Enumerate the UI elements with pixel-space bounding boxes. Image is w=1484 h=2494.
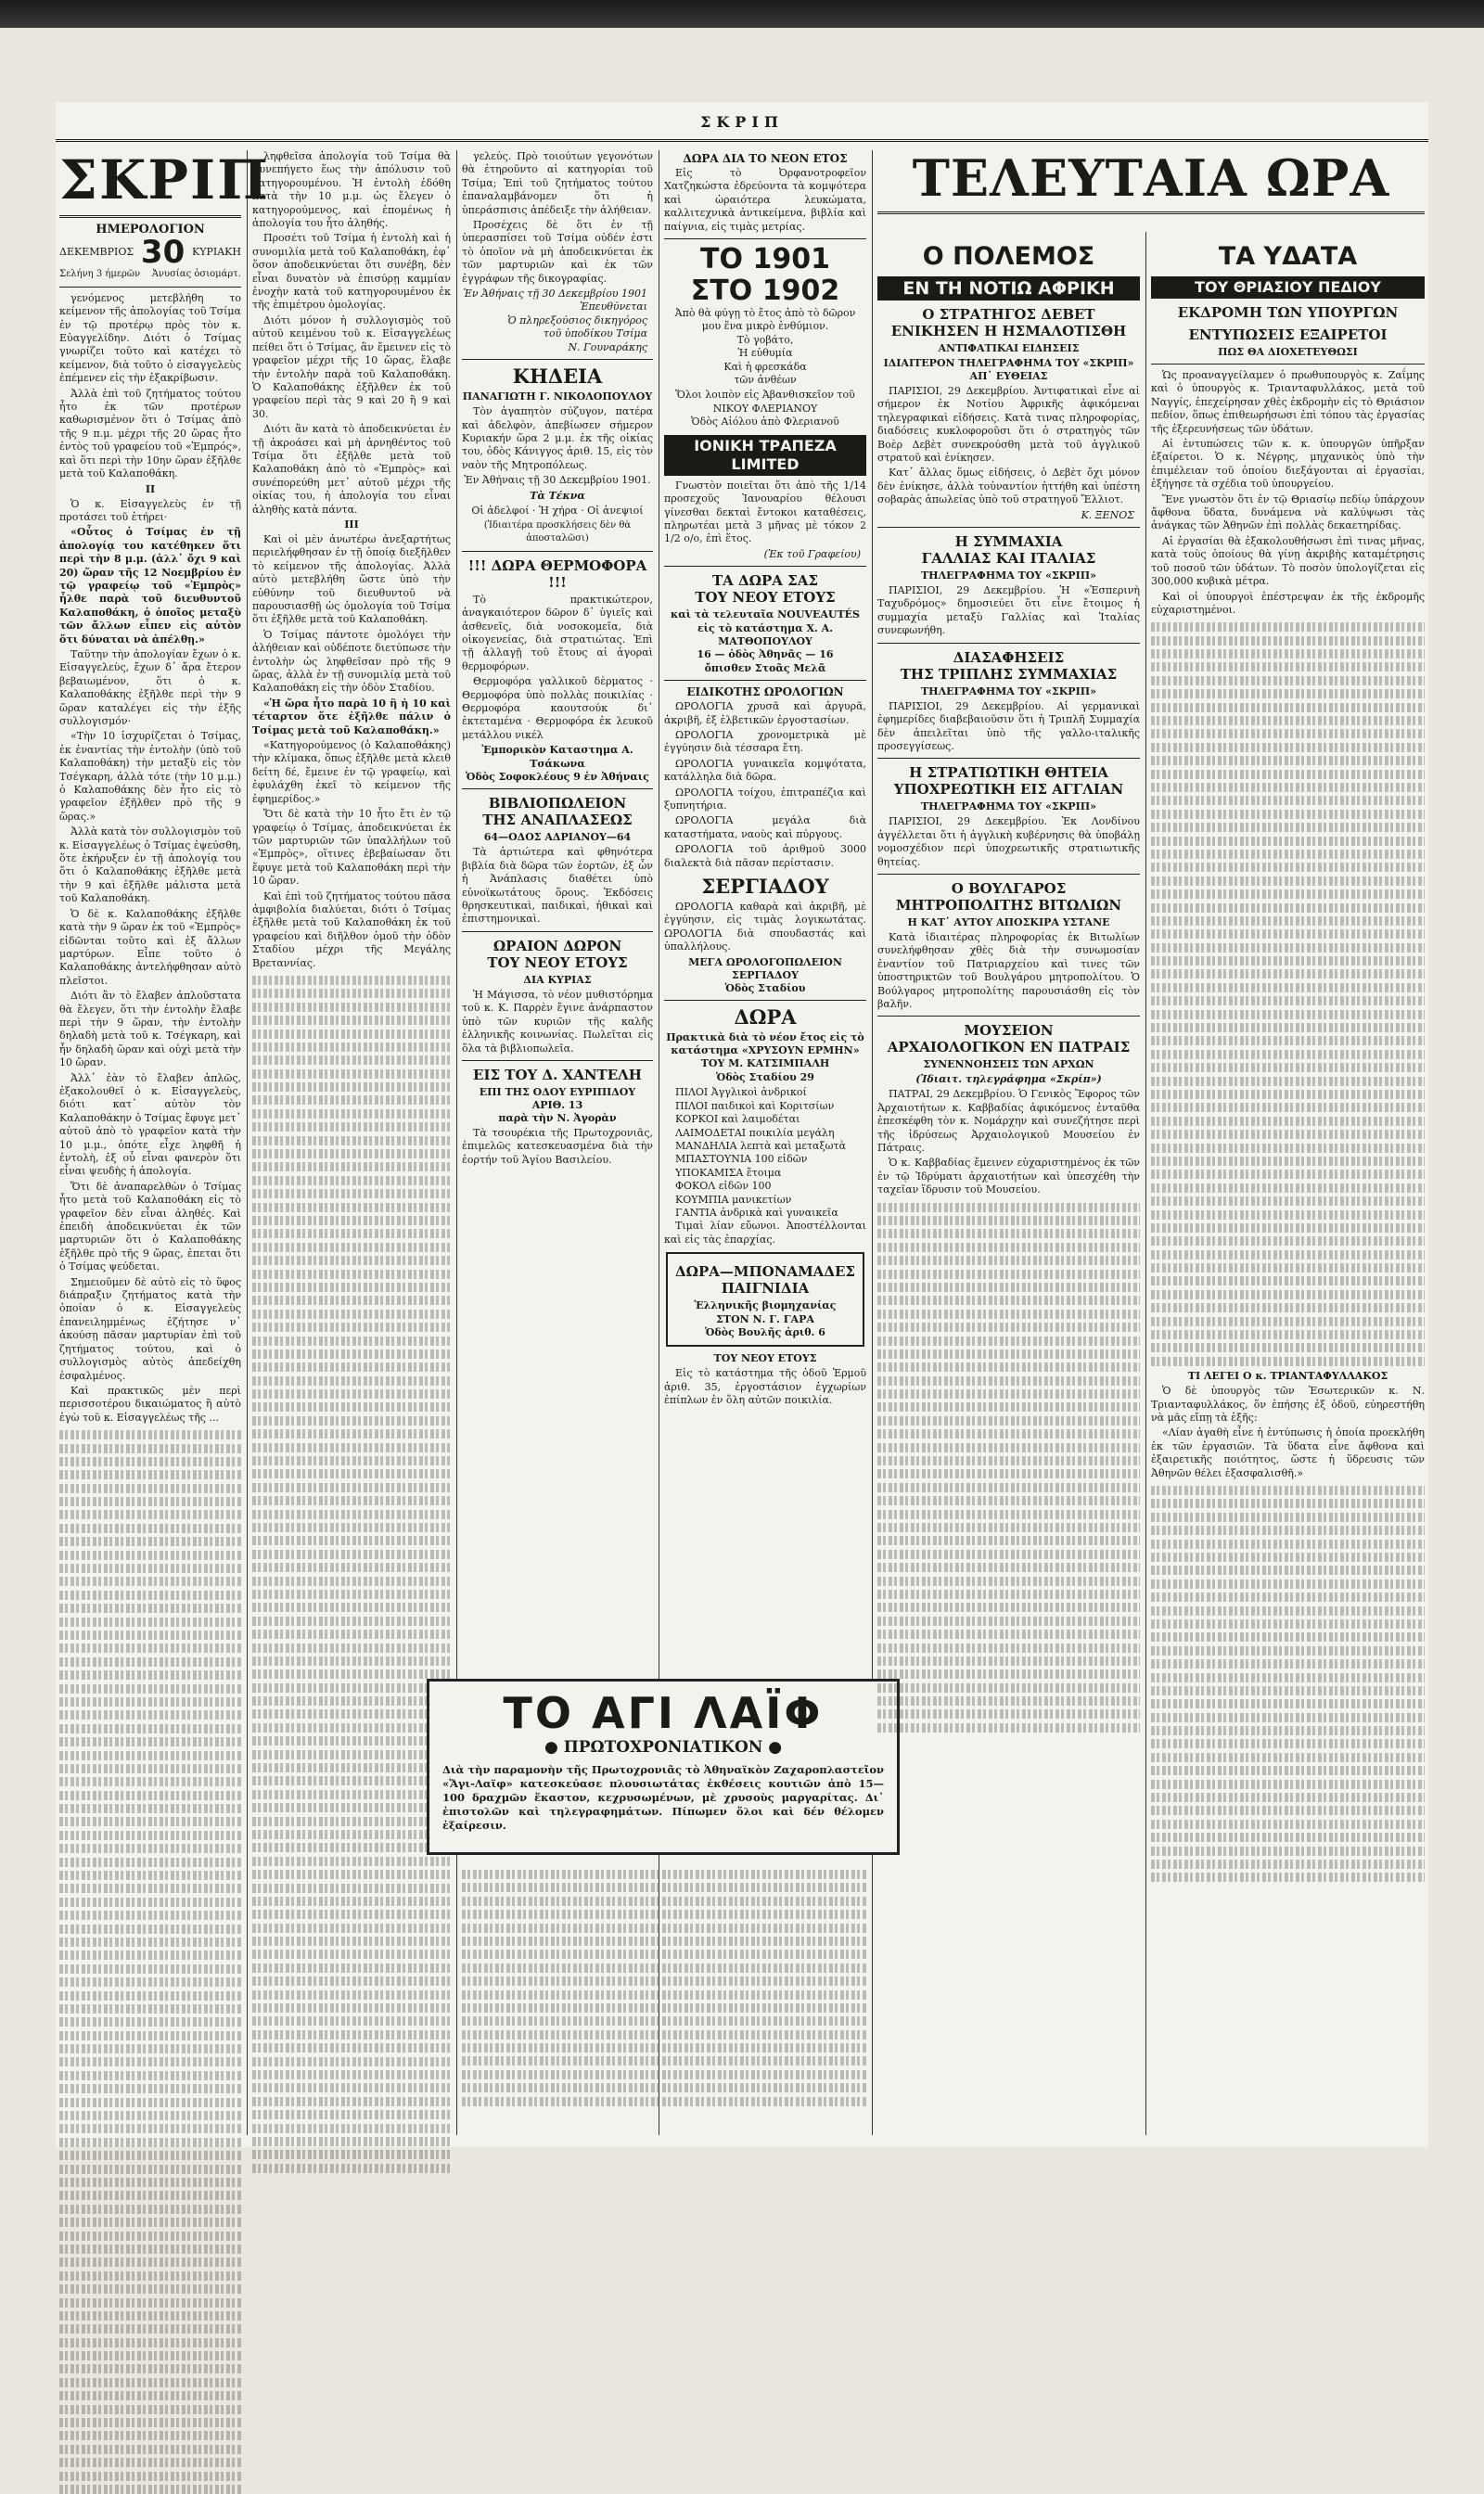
rule [462, 1060, 653, 1061]
column-4 [664, 150, 866, 1671]
verse: Ἀπὸ θὰ φύγῃ τὸ ἔτος ἀπὸ τὸ δῶρον μου ἕνα μικρὸ ἐνθύμιον. Τὸ γοβάτο, Ἡ εὐθυμία Καὶ ἡ φρεσκάδα τῶν ἀνθέων [674, 307, 856, 387]
paragraph: Ταῦτην τὴν ἀπολογίαν ἔχων ὁ κ. Εἰσαγγελεὺς, ἔχων δ᾽ ἄρα ἔτερον βεβαιωμένον, ὅτι ὁ κ. Καλαποθάκης ἐξῆλθε περὶ τὴν 9 ὥραν καταλέγει εἰς τὴν ἑξῆς συλλογισμόν· [59, 647, 241, 727]
column-3 [462, 150, 653, 1671]
triple-alliance-heading: ΔΙΑΣΑΦΗΣΕΙΣ ΤΗΣ ΤΡΙΠΛΗΣ ΣΥΜΜΑΧΙΑΣ [900, 648, 1118, 683]
paragraph: Διότι ἂν κατὰ τὸ ἀποδεικνύεται ἐν τῇ ἀκροάσει καὶ μὴ ἀρνηθέντος τοῦ Τσίμα ὅτι ἐξῆλθε μετὰ τοῦ Καλαποθάκη ἀπὸ τὸ «Ἐμπρὸς» καὶ συνέπορεύθη μετ᾽ αὐτοῦ μέχρι τῆς οἰκίας του, ἡ ἀπολογία του εἶναι ἀληθὴς κατὰ πάντα. [252, 423, 451, 516]
paragraph: Ὁ δὲ ὑπουργὸς τῶν Ἐσωτερικῶν κ. Ν. Τριανταφυλλάκος, ὅν ἐπήσης ἐξ ὁδοῦ, εὐηρεστήθη νὰ μᾶς εἴπῃ τὰ ἑξῆς: [1151, 1385, 1425, 1424]
rule [877, 758, 1140, 759]
ionian-bank-heading: ΙΟΝΙΚΗ ΤΡΑΠΕΖΑ LIMITED [664, 435, 866, 476]
ad-title: ΤΟ ΑΓΙ ΛΑΪΦ [503, 1688, 824, 1738]
paragraph: Τὰ τσουρέκια τῆς Πρωτοχρονιᾶς, ἐπιμελῶς κατεσκευασμένα διὰ τὴν ἑορτήν τοῦ Ἁγίου Βασιλείου. [462, 1126, 653, 1166]
last-hour-title: ΤΕΛΕΥΤΑΙΑ ΩΡΑ [912, 148, 1390, 208]
paragraph: Ἀλλὰ ἐπὶ τοῦ ζητήματος τούτου ἦτο ἐκ τῶν προτέρων καθωρισμένον ὅτι ὁ Τσίμας ἀπὸ τῆς 9 π.μ. μέχρι τῆς 20 ὥρας ἦτο ἐντὸς τοῦ γραφείου τοῦ «Ἐμπρός», καὶ ὅτι περὶ τὴν 10ην ὥραν ἐξῆλθε μετὰ τοῦ Καλαποθάκη. [59, 387, 241, 480]
calendar-title: ΗΜΕΡΟΛΟΓΙΟΝ [96, 223, 205, 237]
funeral-signers: Οἱ ἀδελφοί · Ἡ χήρα · Οἱ ἀνεψιοί [471, 504, 644, 517]
telegram-label: (Ἰδιαιτ. τηλεγράφημα «Σκρίπ») [915, 1073, 1102, 1086]
rule [664, 566, 866, 567]
signature: (Ἐκ τοῦ Γραφείου) [763, 547, 861, 560]
text-filler [1151, 622, 1425, 1365]
shop-heading: ΜΕΓΑ ΩΡΟΛΟΓΟΠΩΛΕΙΟΝ ΣΕΡΓΙΑΔΟΥ Ὁδὸς Σταδίου [688, 955, 842, 994]
paragraph: Ὁ κ. Καββαδίας ἔμεινεν εὐχαριστημένος ἐκ τῶν ἐν τῷ Ἰδρύματι ἀρχαιοτήτων καὶ ὑπεσχέθη τὴν ταχεῖαν ἵδρυσιν τοῦ Μουσείου. [877, 1157, 1140, 1196]
museum-heading: ΜΟΥΣΕΙΟΝ ΑΡΧΑΙΟΛΟΓΙΚΟΝ ΕΝ ΠΑΤΡΑΙΣ [887, 1022, 1131, 1056]
column-6 [1151, 237, 1425, 2135]
list-item: ΩΡΟΛΟΓΙΑ χρυσᾶ καὶ ἀργυρᾶ, ἀκριβῆ, ἐξ ἐλβετικῶν ἐργοστασίων. [664, 700, 866, 726]
paragraph: Ὡς προαναγγείλαμεν ὁ πρωθυπουργὸς κ. Ζαΐμης καὶ ὁ ὑπουργὸς κ. Τριανταφυλλάκος, μετὰ τοῦ Ναγγίς, ἐπεχείρησαν χθὲς ἐκδρομὴν εἰς τὸ Θριάσιον πεδίον, ὅπως ἐπιθεωρήσωσι ἐπὶ τόπου τὰς ἐργασίας τῆς ἐξερευνήσεως τῶν ὑδάτων. [1151, 369, 1425, 435]
verse: Ὅλοι λοιπὸν εἰς Ἀβανθισκεῖον τοῦ ΝΙΚΟΥ ΦΛΕΡΙΑΝΟΥ Ὁδὸς Αἰόλου ἀπὸ Φλεριανοῦ [675, 389, 855, 428]
paragraph: Τὰ ἀρτιώτερα καὶ φθηνότερα βιβλία διὰ δῶρα τῶν ἑορτῶν, ἐξ ὧν ἡ Ἀνάπλασις διαθέτει ὑπὸ εὐνοϊκωτάτους ὅρους. Ἐκδόσεις θρησκευτικαὶ, παιδικαὶ, ἠθικαὶ καὶ ἐπιστημονικαὶ. [462, 846, 653, 926]
calendar-month: ΔΕΚΕΜΒΡΙΟΣ [59, 246, 134, 259]
paragraph: Καὶ οἱ μὲν ἀνωτέρω ἀνεξαρτήτως περιελήφθησαν ἐν τῇ ὁποίᾳ διεξῆλθεν τὸ κείμενον τῆς ἀπολογίας. Ἀλλὰ αὐτὸ μετεβλήθη ὥστε ὑπὸ τὴν εὐθύνην τοῦ διευθυντοῦ νὰ παρουσιασθῇ ὡς ὁμολογία τοῦ Τσίμα ὅτι ἐξῆλθε μετὰ τοῦ Καλαποθάκη. [252, 532, 451, 626]
shop-details: Πρακτικὰ διὰ τὸ νέον ἔτος εἰς τὸ κατάστημα «ΧΡΥΣΟΥΝ ΕΡΜΗΝ» ΤΟΥ Μ. ΚΑΤΣΙΜΠΑΛΗ Ὁδὸς Σταδίου 29 [666, 1030, 864, 1083]
section-number: III [344, 518, 359, 531]
paragraph: Γνωστὸν ποιεῖται ὅτι ἀπὸ τῆς 1/14 προσεχοῦς Ἰανουαρίου θέλουσι γίνεσθαι δεκταὶ ἔντοκοι καταθέσεις, πληρωτέαι μετὰ 3 μῆνας μὲ τόκον 2 1/2 ο/ο, ἐπὶ ἕτος. [664, 479, 866, 545]
paragraph: γελεύς. Πρὸ τοιούτων γεγονότων θὰ ἐτηροῦντο αἱ κατηγορίαι τοῦ Τσίμα; Ἐπὶ τοῦ ζητήματος τούτου ἐπαναλαμβάνομεν ὅτι ἡ ὑπεράσπισις ἀπέδειξε τὴν ἀλήθειαν. [462, 150, 653, 216]
paragraph: Αἱ ἐργασίαι θὰ ἐξακολουθήσωσι ἐπὶ τινας μῆνας, κατὰ τοὺς ὁποίους θὰ γίνῃ ἀκριβὴς καταμέτρησις τοῦ ποσοῦ τῶν ὑδάτων. Τὸ ποσὸν ὑπολογίζεται εἰς 300,000 κυβικὰ μέτρα. [1151, 534, 1425, 588]
right-headline-area [877, 150, 1425, 234]
list-item: ΩΡΟΛΟΓΙΑ τοίχου, ἐπιτραπέζια καὶ ξυπνητήρια. [664, 786, 866, 812]
paragraph: Ὁ κ. Εἰσαγγελεὺς ἐν τῇ προτάσει τοῦ ἐτήρει· [59, 497, 241, 523]
paragraph: ΠΑΡΙΣΙΟΙ, 29 Δεκεμβρίου. Ἡ «Ἑσπερινὴ Ταχυδρόμος» δημοσιεύει ὅτι εἶνε ἔτοιμος ἡ συμμαχία μεταξὺ Γαλλίας καὶ Ἰταλίας συνεφωνήθη. [877, 584, 1140, 637]
list-item: ΩΡΟΛΟΓΙΑ χρονομετρικὰ μὲ ἐγγύησιν διὰ τέσσαρα ἔτη. [664, 728, 866, 755]
excursion-heading: ΕΚΔΡΟΜΗ ΤΩΝ ΥΠΟΥΡΓΩΝ [1177, 304, 1399, 321]
paragraph: «Λίαν ἀγαθὴ εἶνε ἡ ἐντύπωσις ἡ ὁποία προεκλήθη ἐκ τῶν ἐργασιῶν. Τὰ ὕδατα εἶνε ἄφθονα καὶ ἐξαιρετικῆς ποιότητος, ὥστε ἡ ὕδρευσις τῶν Ἀθηνῶν θέλει ἐξασφαλισθῆ.» [1151, 1426, 1425, 1479]
list-item: ΠΙΛΟΙ Ἀγγλικοὶ ἀνδρικοί [675, 1086, 807, 1099]
paragraph: Σημειοῦμεν δὲ αὐτὸ εἰς τὸ ὕφος διάπραξιν ζητήματος κατὰ τὴν ὁποίαν ὁ κ. Εἰσαγγελεὺς ἐπανειλημμένως ἐζήτησε ν᾽ ἀκούσῃ πᾶσαν μαρτυρίαν ἐπὶ τοῦ ζητήματος τούτου, καὶ ὁ συλλογισμὸς αὐτὸς ἀπεδείχθη ἐσφαλμένος. [59, 1275, 241, 1382]
bookshop-address: 64—ΟΔΟΣ ΑΔΡΙΑΝΟΥ—64 [483, 831, 632, 844]
text-filler [59, 1430, 241, 2494]
bottom-filler [462, 1864, 866, 2133]
telegram-label: ΤΗΛΕΓΡΑΦΗΜΑ ΤΟΥ «ΣΚΡΙΠ» [921, 684, 1096, 697]
list-item: ΥΠΟΚΑΜΙΣΑ ἔτοιμα [675, 1166, 782, 1179]
scan-top-band [0, 0, 1484, 28]
list-item: ΦΟΚΟΛ εἰδῶν 100 [675, 1180, 772, 1193]
quote: «Ἡ ὥρα ἦτο παρὰ 10 ἢ ἡ 10 καὶ τέταρτον ὅτε ἐξῆλθε πάλιν ὁ Τσίμας μετὰ τοῦ Καλαποθάκη.» [252, 697, 451, 736]
paragraph: Ὁ δὲ κ. Καλαποθάκης ἐξῆλθε κατὰ τὴν 9 ὥραν ἐκ τοῦ «Ἐμπρὸς» εἰδῶνται τοῦτο καὶ ἐξ ἄλλων μαρτύρων. Εἶπε τοῦτο ὁ Καλαποθάκης ἀντελήφθησαν αὐτὸ πλεῖστοι. [59, 907, 241, 987]
column-2 [252, 150, 451, 2135]
rule [1151, 364, 1425, 365]
paragraph: ΩΡΟΛΟΓΙΑ καθαρὰ καὶ ἀκριβῆ, μὲ ἐγγύησιν, εἰς τιμὰς λογικωτάτας. ΩΡΟΛΟΓΙΑ διὰ σπουδαστάς καὶ ὑπαλλήλους. [664, 901, 866, 953]
paragraph: Κατ᾽ ἄλλας ὅμως εἰδήσεις, ὁ Δεβὲτ ὄχι μόνον δὲν ἐνίκησε, ἀλλὰ τοὐναντίον ἡττήθη καὶ ὑπέστη σοβαρὰς ἀπωλείας ὑπὸ τοῦ στρατηγοῦ Ἔλλιοτ. [877, 467, 1140, 506]
bakery-address: ΕΠΙ ΤΗΣ ΟΔΟΥ ΕΥΡΙΠΙΔΟΥ ΑΡΙΘ. 13 παρὰ τὴν Ν. Ἀγορὰν [479, 1085, 636, 1124]
paragraph: Τὸ πρακτικώτερον, ἀναγκαιότερον δῶρον δ᾽ ὑγιεῖς καὶ ἀσθενεῖς, διὰ νοσοκομεῖα, διὰ οἰκογενείας, διὰ στρατιώτας. Ἐπὶ τῇ ἀλλαγῇ τοῦ ἔτους αἱ ἀγοραὶ θερμοφόρων. [462, 593, 653, 672]
rule [59, 215, 241, 218]
list-item: ΩΡΟΛΟΓΙΑ τοῦ ἀριθμοῦ 3000 διαλεκτὰ διὰ πᾶσαν περίστασιν. [664, 843, 866, 869]
header-rule [56, 139, 1428, 142]
waters-kicker: ΠΩΣ ΘΑ ΔΙΟΧΕΤΕΥΘΩΣΙ [1218, 346, 1358, 358]
rule [462, 359, 653, 360]
list-item: ΠΙΛΟΙ παιδικοὶ καὶ Κοριτσίων [675, 1099, 835, 1112]
shop-details: καὶ τὰ τελευταῖα NOUVEAUTÉS εἰς τὸ κατάστημα Χ. Α. ΜΑΤΘΟΠΟΥΛΟΥ 16 — ὁδὸς Ἀθηνᾶς — 16 ὄπισθεν Στοᾶς Μελᾶ [671, 608, 860, 674]
rule [462, 931, 653, 932]
shop-address: Ἐμπορικὸν Καταστημα Α. Τσάκωνα Ὁδὸς Σοφοκλέους 9 ἐν Ἀθήναις [466, 744, 649, 784]
new-year-heading: ΤΟΥ ΝΕΟΥ ΕΤΟΥΣ [713, 1352, 817, 1365]
paragraph: Θερμοφόρα γαλλικοῦ δὲρματος · Θερμοφόρα ὑπὸ πολλὰς ποικιλίας · Θερμοφόρα καουτσούκ δι᾽ ἐκτεταμένα · Θερμοφόρα ἐκ λευκοῦ μετάλλου νικέλ [462, 675, 653, 741]
gifts-heading: ΔΩΡΑ ΔΙΑ ΤΟ ΝΕΟΝ ΕΤΟΣ [683, 152, 848, 165]
calendar-day: 30 [140, 234, 186, 272]
calendar-weekday: ΚΥΡΙΑΚΗ [192, 246, 241, 259]
paragraph: γενόμενος μετεβλήθη το κείμενον τῆς ἀπολογίας τοῦ Τσίμα ἐν τῷ προτέρῳ πρὸς τὸν κ. Εὐαγγελίδην. Διότι ὁ Τσίμας γνωρίζει τοῦτο καὶ κατέχει τὸ κείμενον, διὰ τοῦτο ὁ εἰσαγγελεὺς ἐπέμενεν εἰς τὴν ἐξακρίβωσιν. [59, 291, 241, 385]
paragraph: Προσέτι τοῦ Τσίμα ἡ ἐντολὴ καὶ ἡ συνομιλία μετὰ τοῦ Καλαποθάκη, ἐφ᾽ ὅσον ἀποδεικνύεται ὅτι συνέβη, δὲν εἶναι δυνατὸν νὰ ἐπισύρῃ καμμίαν ἐνοχὴν κατὰ τοῦ κατηγορουμένου ἐκ τῆς ἐπιμέτρου ὁμολογίας. [252, 232, 451, 312]
paragraph: Αἱ ἐντυπώσεις τῶν κ. κ. ὑπουργῶν ὑπῆρξαν ἐξαίρετοι. Ὁ κ. Νέγρης, μηχανικὸς ὑπὸ τὴν ἐπιμέλειαν τοῦ ὁποίου διεξάγονται αἱ ἐργασίαι, ἐξήγησε τὰ σχέδια τοῦ ὑπουργείου. [1151, 438, 1425, 491]
paragraph: Ἀλλὰ κατὰ τὸν συλλογισμὸν τοῦ κ. Εἰσαγγελέως ὁ Τσίμας ἐψεύσθη, ὅτε ἐκήρυξεν ἐν τῇ ἀπολογίᾳ του ὅτι ὁ Καλαποθάκης ἐξῆλθε μετὰ τὴν 9 καὶ ἐξῆλθε μάλιστα μετὰ τοῦ Καλαποθάκη. [59, 825, 241, 905]
telegram-label: ΤΗΛΕΓΡΑΦΗΜΑ ΤΟΥ «ΣΚΡΙΠ» [921, 800, 1096, 813]
rule [877, 527, 1140, 528]
bookshop-heading: ΒΙΒΛΙΟΠΩΛΕΙΟΝ ΤΗΣ ΑΝΑΠΛΑΣΕΩΣ [482, 795, 633, 829]
clocks-heading: ΕΙΔΙΚΟΤΗΣ ΩΡΟΛΟΓΙΩΝ [686, 685, 844, 699]
list-item: ΚΟΥΜΠΙΑ μανικετίων [675, 1193, 792, 1206]
section-number: II [145, 482, 156, 495]
rule [664, 238, 866, 239]
funeral-heading: ΚΗΔΕΙΑ [512, 365, 603, 389]
funeral-children: Τὰ Τέκνα [530, 489, 585, 502]
paragraph: Τὸν ἀγαπητὸν σύζυγον, πατέρα καὶ ἀδελφὸν, ἀπεβίωσεν σήμερον Κυριακήν ὥρα 2 μ.μ. ἐκ τῆς οἰκίας του, ὁδὸς Κάνιγγος ἀριθ. 15, εἰς τὸν ναὸν τῆς Μητροπόλεως. [462, 405, 653, 471]
rule [462, 788, 653, 789]
column-rule [247, 150, 248, 2135]
gift-subheading: ΔΙΑ ΚΥΡΙΑΣ [523, 973, 592, 986]
funeral-name: ΠΑΝΑΓΙΩΤΗ Γ. ΝΙΚΟΛΟΠΟΥΛΟΥ [462, 390, 653, 403]
waters-subheading: ΤΟΥ ΘΡΙΑΣΙΟΥ ΠΕΔΙΟΥ [1151, 276, 1425, 299]
paragraph-emphasis: «Οὗτος ὁ Τσίμας ἐν τῇ ἀπολογίᾳ του κατέθηκεν ὅτι περὶ τὴν 8 μ.μ. (ἀλλ᾽ ὄχι 9 καὶ 20) ὥραν τῆς 12 Νοεμβρίου ἐν τῷ γραφείῳ τοῦ «Ἐμπρὸς» ἦλθε παρὰ τοῦ διευθυντοῦ Καλαποθάκη, ὁ ὁποῖος μεταξὺ τῶν ἄλλων εἶπεν εἰς αὐτὸν ὅτι δύναται νὰ ἀπέλθῃ.» [59, 526, 241, 646]
paragraph: Ἕνε γνωστὸν ὅτι ἐν τῷ Θριασίῳ πεδίῳ ὑπάρχουν ἄφθονα ὕδατα, δυνάμενα νὰ καλύψωσι τὰς ἀνάγκας τῶν Ἀθηνῶν ἐπὶ πολλὰς δεκαετηρίδας. [1151, 492, 1425, 532]
toys-heading: ΔΩΡΑ—ΜΠΟΝΑΜΑΔΕΣ ΠΑΙΓΝΙΔΙΑ [674, 1263, 855, 1298]
paragraph: «Τὴν 10 ἰσχυρίζεται ὁ Τσίμας, ἐκ ἐναντίας τὴν ἐντολὴν (ὑπὸ τοῦ Καλαποθάκη) τὴν μεταξὺ εἰς τὸν Τσέγκαρη, ἀλλὰ τότε (τὴν 10 μ.μ.) ὁ Καλαποθάκης δὲν ἦτο εἰς τὸ γραφεῖον ἐξῆλθεν πρὸ τῆς 9 ὥρας.» [59, 730, 241, 823]
paragraph: ΠΑΤΡΑΙ, 29 Δεκεμβρίου. Ὁ Γενικὸς Ἔφορος τῶν Ἀρχαιοτήτων κ. Καββαδίας ἀφικόμενος ἐνταῦθα ἐπεσκέφθη τὸν κ. Νομάρχην καὶ συνεζήτησε περὶ τῆς ἱδρύσεως Ἀρχαιολογικοῦ Μουσείου ἐν Πάτραις. [877, 1088, 1140, 1154]
war-kicker: ΑΝΤΙΦΑΤΙΚΑΙ ΕΙΔΗΣΕΙΣ [938, 342, 1080, 354]
paragraph: Ὅτι δὲ κατὰ τὴν 10 ἦτο ἔτι ἐν τῷ γραφείῳ ὁ Τσίμας, ἀποδεικνύεται ἐκ τῶν μαρτυριῶν τῶν ὑπαλλήλων τοῦ «Ἐμπρὸς», οἵτινες ἐβεβαίωσαν ὅτι ἔφυγε μετὰ τοῦ Καλαποθάκη περὶ τὴν 10 ὥραν. [252, 808, 451, 888]
paragraph: Ὁ Τσίμας πάντοτε ὁμολόγει τὴν ἀλήθειαν καὶ οὐδέποτε διετύπωσε τὴν ἐντολὴν ὡς ληφθεῖσαν πρὸ τῆς 9 ὥρας, ἀλλὰ ἐν τῇ συνομιλίᾳ μετὰ τοῦ Καλαποθάκη εἰς τὴν ὁδὸν Σταδίου. [252, 628, 451, 695]
paragraph: Καὶ πρακτικῶς μὲν περὶ περισσοτέρου δικαιώματος ἢ αὐτὸ ἐγὼ τοῦ κ. Εἰσαγγελέως τῆς ... [59, 1384, 241, 1424]
telegram-label: ΤΗΛΕΓΡΑΦΗΜΑ ΤΟΥ «ΣΚΡΙΠ» [921, 569, 1096, 582]
text-filler [877, 1203, 1140, 1733]
paragraph: Ὅτι δὲ ἀναπαρελθὼν ὁ Τσίμας ἦτο μετὰ τοῦ Καλαποθάκη εἰς τὸ γραφεῖον δὲν εἶναι ἀληθές. Καὶ ἐπειδὴ ἀποδεικνύεται ἐκ τῶν μαρτυριῶν ὅτι ὁ Καλαποθάκης ἐξῆλθε πρὸ τῆς 9 ὥρας, ἐπεται ὅτι ὁ Τσίμας ψεύδεται. [59, 1180, 241, 1273]
signature: Ἐν Ἀθήναις τῇ 30 Δεκεμβρίου 1901 Ἐπευθύνεται Ὁ πληρεξούσιος δικηγόρος τοῦ ὑποδίκου Τσίμα Ν. Γουναράκης [463, 288, 647, 353]
rule [877, 211, 1425, 214]
column-5 [877, 237, 1140, 2135]
shop-details: Ἑλληνικῆς βιομηχανίας ΣΤΟΝ Ν. Γ. ΓΑΡΑ Ὁδὸς Βουλῆς ἀριθ. 6 [694, 1299, 837, 1338]
metropolitan-heading: Ο ΒΟΥΛΓΑΡΟΣ ΜΗΤΡΟΠΟΛΙΤΗΣ ΒΙΤΩΛΙΩΝ [895, 879, 1122, 914]
alliance-heading: Η ΣΥΜΜΑΧΙΑ ΓΑΛΛΙΑΣ ΚΑΙ ΙΤΑΛΙΑΣ [921, 533, 1096, 568]
ad-subtitle: ● ΠΡΩΤΟΧΡΟΝΙΑΤΙΚΟΝ ● [544, 1738, 783, 1757]
funeral-note: (Ἰδιαιτέρα προσκλήσεις δὲν θὰ ἀποσταλῶσι) [483, 519, 632, 544]
toys-ad [666, 1252, 864, 1347]
metropolitan-subheading: Η ΚΑΤ᾽ ΑΥΤΟΥ ΑΠΟΣΚΙΡΑ ΥΣΤΑΝΕ [907, 915, 1110, 928]
impressions-heading: ΕΝΤΥΠΩΣΕΙΣ ΕΞΑΙΡΕΤΟΙ [1188, 326, 1388, 343]
rule [877, 1016, 1140, 1017]
list-item: ΜΑΝΔΗΛΙΑ λεπτὰ καὶ μεταξωτὰ [675, 1139, 847, 1152]
calendar-row [59, 234, 241, 272]
list-item: ΛΑΙΜΟΔΕΤΑΙ ποικιλία μεγάλη [675, 1126, 835, 1139]
paragraph: Καὶ ἐπὶ τοῦ ζητήματος τούτου πᾶσα ἀμφιβολία διαλύεται, διότι ὁ Τσίμας ἐξῆλθε μετὰ τοῦ Καλαποθάκη ἐκ τοῦ γραφείου καὶ διῆλθον ὁμοῦ τὴν ὁδὸν Σταδίου μέχρι τῆς Μεγάλης Βρεταννίας. [252, 889, 451, 969]
war-subheading: ΕΝ ΤΗ ΝΟΤΙΩ ΑΦΡΙΚΗ [877, 276, 1140, 301]
telegram-label: ΙΔΙΑΙΤΕΡΟΝ ΤΗΛΕΓΡΑΦΗΜΑ ΤΟΥ «ΣΚΡΙΠ» ΑΠ᾽ ΕΥΘΕΙΑΣ [883, 357, 1134, 382]
paragraph: Διότι ἂν τὸ ἔλαβεν ἀπλοῦστατα θὰ ἔλεγεν, ὅτι τὴν ἐντολὴν ἔλαβε περὶ τὴν 9 ὥραν, τὴν ἐντολὴν δηλαδὴ μετὰ τοῦ κ. Τσέγκαρη, καὶ ἦν δηλαδὴ ὥραν καὶ οὐχὶ μετὰ τὴν 10 ὥραν. [59, 990, 241, 1069]
paragraph: ληφθεῖσα ἀπολογία τοῦ Τσίμα θὰ συνεπήγετο ἕως τὴν ἀπόλυσιν τοῦ κατηγορουμένου. Ἡ ἐντολὴ ἐδόθη κατὰ τὴν 10 μ.μ. ὡς ἔλεγεν ὁ κατηγορούμενος, καὶ ἐπομένως ἡ ἀπολογία του ἦτο ἀληθής. [252, 150, 451, 230]
paragraph: ΠΑΡΙΣΙΟΙ, 29 Δεκεμβρίου. Ἀντιφατικαὶ εἶνε αἱ σήμερον ἐκ Νοτίου Ἀφρικῆς ἀφικόμεναι τηλεγραφικαὶ εἰδήσεις. Κατὰ τινας πληροφορίας, διαδόσεις κυκλοφοροῦσι ὅτι ὁ στρατηγὸς τῶν Βοὲρ Δεβὲτ συνεκρούσθη μετὰ τοῦ ἀγγλικοῦ στρατοῦ καὶ ἐνίκησεν. [877, 385, 1140, 465]
signature: Κ. ΞΕΝΟΣ [1081, 508, 1134, 521]
list-item: ΚΟΡΚΟΙ καὶ λαιμοδέται [675, 1113, 800, 1126]
paragraph: Καὶ οἱ ὑπουργοὶ ἐπέστρεψαν ἐκ τῆς ἐκδρομῆς εὐχαριστημένοι. [1151, 590, 1425, 616]
rule [664, 680, 866, 681]
list-item: ΜΠΑΣΤΟΥΝΙΑ 100 εἰδῶν [675, 1153, 808, 1166]
paragraph: Ἀλλ᾽ ἐὰν τὸ ἔλαβεν ἀπλῶς, ἐξακολουθεῖ ὁ κ. Εἰσαγγελεὺς, διότι κατ᾽ αὐτὸν τὸν Καλαποθάκην ὁ Τσίμας ἔφυγε μετ᾽ αὐτοῦ ἀπὸ τὸ γραφεῖον κατὰ τὴν 10 μ.μ., ὁπότε εἶχε ληφθῆ ἡ ἐντολὴ, ἐξ οὗ εἶναι φανερὸν ὅτι εἶναι ψευδὴς ἡ ἀπολογία. [59, 1071, 241, 1178]
list-item: ΩΡΟΛΟΓΙΑ γυναικεῖα κομψότατα, κατάλληλα διὰ δῶρα. [664, 757, 866, 784]
paragraph: Προσέχεις δὲ ὅτι ἐν τῇ ὑπερασπίσει τοῦ Τσίμα οὐδέν ἐστι τὸ ὁποῖον νὰ μὴ ἀποδεικνύεται ἐκ τῶν μαρτυριῶν καὶ ἐκ τῶν ἐγγράφων τῆς δικογραφίας. [462, 219, 653, 285]
funeral-date: Ἐν Ἀθήναις τῇ 30 Δεκεμβρίου 1901. [464, 474, 651, 487]
paragraph: Ἡ Μάγισσα, τὸ νέον μυθιστόρημα τοῦ κ. Κ. Παρρὲν ἔγινε ἀνάρπαστον ὑπὸ τῶν κυριῶν τῆς καλῆς ἑλληνικῆς κοινωνίας. Πωλεῖται εἰς ὅλα τὰ βιβλιοπωλεῖα. [462, 988, 653, 1055]
text-filler [252, 976, 451, 2173]
new-year-gifts-heading: ΤΑ ΔΩΡΑ ΣΑΣ ΤΟΥ ΝΕΟΥ ΕΤΟΥΣ [695, 572, 836, 607]
minister-statement-heading: ΤΙ ΛΕΓΕΙ Ο κ. ΤΡΙΑΝΤΑΦΥΛΛΑΚΟΣ [1187, 1370, 1388, 1383]
running-header: ΣΚΡΙΠ [700, 113, 784, 131]
conscription-heading: Η ΣΤΡΑΤΙΩΤΙΚΗ ΘΗΤΕΙΑ ΥΠΟΧΡΕΩΤΙΚΗ ΕΙΣ ΑΓΓΛΙΑΝ [893, 764, 1124, 799]
dora-heading: ΔΩΡΑ [734, 1004, 797, 1029]
bakery-heading: ΕΙΣ ΤΟΥ Δ. ΧΑΝΤΕΛΗ [473, 1066, 642, 1083]
gift-heading: ΩΡΑΙΟΝ ΔΩΡΟΝ ΤΟΥ ΝΕΟΥ ΕΤΟΥΣ [487, 937, 628, 971]
rule [877, 643, 1140, 644]
list-item: ΩΡΟΛΟΓΙΑ μεγάλα διὰ καταστήματα, ναοὺς καὶ πύργους. [664, 814, 866, 840]
masthead: ΣΚΡΙΠ [59, 148, 270, 211]
paragraph: Τιμαὶ λίαν εὔωνοι. Ἀποστέλλονται καὶ εἰς τὰς ἐπαρχίας. [664, 1220, 866, 1246]
hot-water-bottle-heading: !!! ΔΩΡΑ ΘΕΡΜΟΦΟΡΑ !!! [467, 556, 647, 591]
paragraph: «Κατηγορούμενος (ὁ Καλαποθάκης) τὴν κλίμακα, ὅπως ἐξῆλθε μετὰ κλειθ δείτη δέ, ἔμεινε ἐν τῷ γραφείῳ, καὶ ἐφυλάχθη ἐκεῖ τὸ κείμενον τῆς ἐφημερίδος.» [252, 739, 451, 805]
ad-body: Διὰ τὴν παραμονὴν τῆς Πρωτοχρονιᾶς τὸ Ἀθηναϊκὸν Ζαχαροπλαστεῖον «Ἅγι-Λαϊφ» κατεσκεύασε πλουσιωτάτας ἐκθέσεις κουτιῶν ἀπὸ 15—100 δραχμῶν ἕκαστον, κεχρυσωμένων, μὲ χρυσοὺς μαργαρίτας. Δι᾽ ἐπιστολῶν καὶ τηλεγραφημάτων. Πίπωμεν ὅλοι καὶ δέν θέλομεν ἐξαίρεσιν. [442, 1763, 884, 1832]
sergiadou-heading: ΣΕΡΓΙΑΔΟΥ [701, 875, 829, 899]
year-headline: ΤΟ 1901 ΣΤΟ 1902 [690, 243, 840, 308]
paragraph: Κατὰ ἰδιαιτέρας πληροφορίας ἐκ Βιτωλίων συνελήφθησαν χθὲς διὰ τὴν συνωμοσίαν ἐναντίον τοῦ Πατριαρχείου καὶ τινες τῶν ὑποστηρικτῶν τοῦ Βουλγάρου μητροπολίτου. Ὁ Βούλγαρος μητροπολίτης παρουσιάσθη εἰς τὸν βαλῆν. [877, 930, 1140, 1010]
calendar-moon: Σελήνη 3 ήμερῶν [59, 269, 141, 280]
waters-heading: ΤΑ ΥΔΑΤΑ [1218, 242, 1358, 271]
list-item: ΓΑΝΤΙΑ ἀνδρικὰ καὶ γυναικεῖα [675, 1206, 838, 1219]
text-filler [462, 1870, 866, 2106]
rule [462, 551, 653, 552]
rule [877, 874, 1140, 875]
paragraph: Εἰς τὸ κατάστημα τῆς ὁδοῦ Ἑρμοῦ ἀριθ. 35, ἐργοστάσιον ἐγχωρίων ἐπίπλων ἐν ὅλη αὐτῶν ποικιλία. [664, 1367, 866, 1407]
rule [59, 287, 241, 288]
paragraph: Διότι μόνον ἡ συλλογισμὸς τοῦ αὐτοῦ κειμένου τοῦ κ. Εἰσαγγελέως πείθει ὅτι ὁ Τσίμας, ἂν ἔμεινεν εἰς τὸ γραφεῖον μέχρι τῆς 10 ὥρας, ἔλαβε τὴν ἐντολὴν παρὰ τοῦ Καλαποθάκη. Ὁ Καλαποθάκης ἐξῆλθεν ἐκ τοῦ γραφείου περὶ τὰς 9 καὶ 20 ἢ 9 καὶ 30. [252, 313, 451, 420]
war-heading: Ο ΠΟΛΕΜΟΣ [922, 242, 1095, 271]
paragraph: ΠΑΡΙΣΙΟΙ, 29 Δεκεμβρίου. Αἱ γερμανικαὶ ἐφημερίδες διαβεβαιοῦσιν ὅτι ἡ Τριπλῆ Συμμαχία δὲν ἀπειλεῖται ὑπὸ τῆς γαλλο-ιταλικῆς προσεγγίσεως. [877, 699, 1140, 752]
column-1 [59, 148, 270, 2135]
museum-subheading: ΣΥΝΕΝΝΟΗΣΕΙΣ ΤΩΝ ΑΡΧΩΝ [923, 1058, 1094, 1071]
war-headline: Ο ΣΤΡΑΤΗΓΟΣ ΔΕΒΕΤ ΕΝΙΚΗΣΕΝ Η ΗΣΜΑΛΟΤΙΣΘΗ [890, 306, 1127, 339]
newspaper-page [56, 102, 1428, 2147]
paragraph: ΠΑΡΙΣΙΟΙ, 29 Δεκεμβρίου. Ἐκ Λονδίνου ἀγγέλλεται ὅτι ἡ ἀγγλικὴ κυβέρνησις θὰ ὑποβάλῃ νομοσχέδιον περὶ ὑποχρεωτικῆς στρατιωτικῆς θητείας. [877, 815, 1140, 868]
rule [664, 1000, 866, 1001]
column-rule [1145, 232, 1146, 2135]
text-filler [1151, 1486, 1425, 1882]
calendar-saint: Ἀνυσίας ὁσιομάρτ. [151, 269, 241, 280]
agi-laif-advertisement [427, 1679, 900, 1855]
paragraph: Εἰς τὸ Ὀρφανοτροφεῖον Χατζηκώστα ἐδρεύοντα τὰ κομψότερα καὶ ὡραιότερα λευκώματα, καλλιτεχνικὰ ἀντικείμενα, βιβλία καὶ παίγνια, εἰς τιμὰς μετρίας. [664, 167, 866, 233]
